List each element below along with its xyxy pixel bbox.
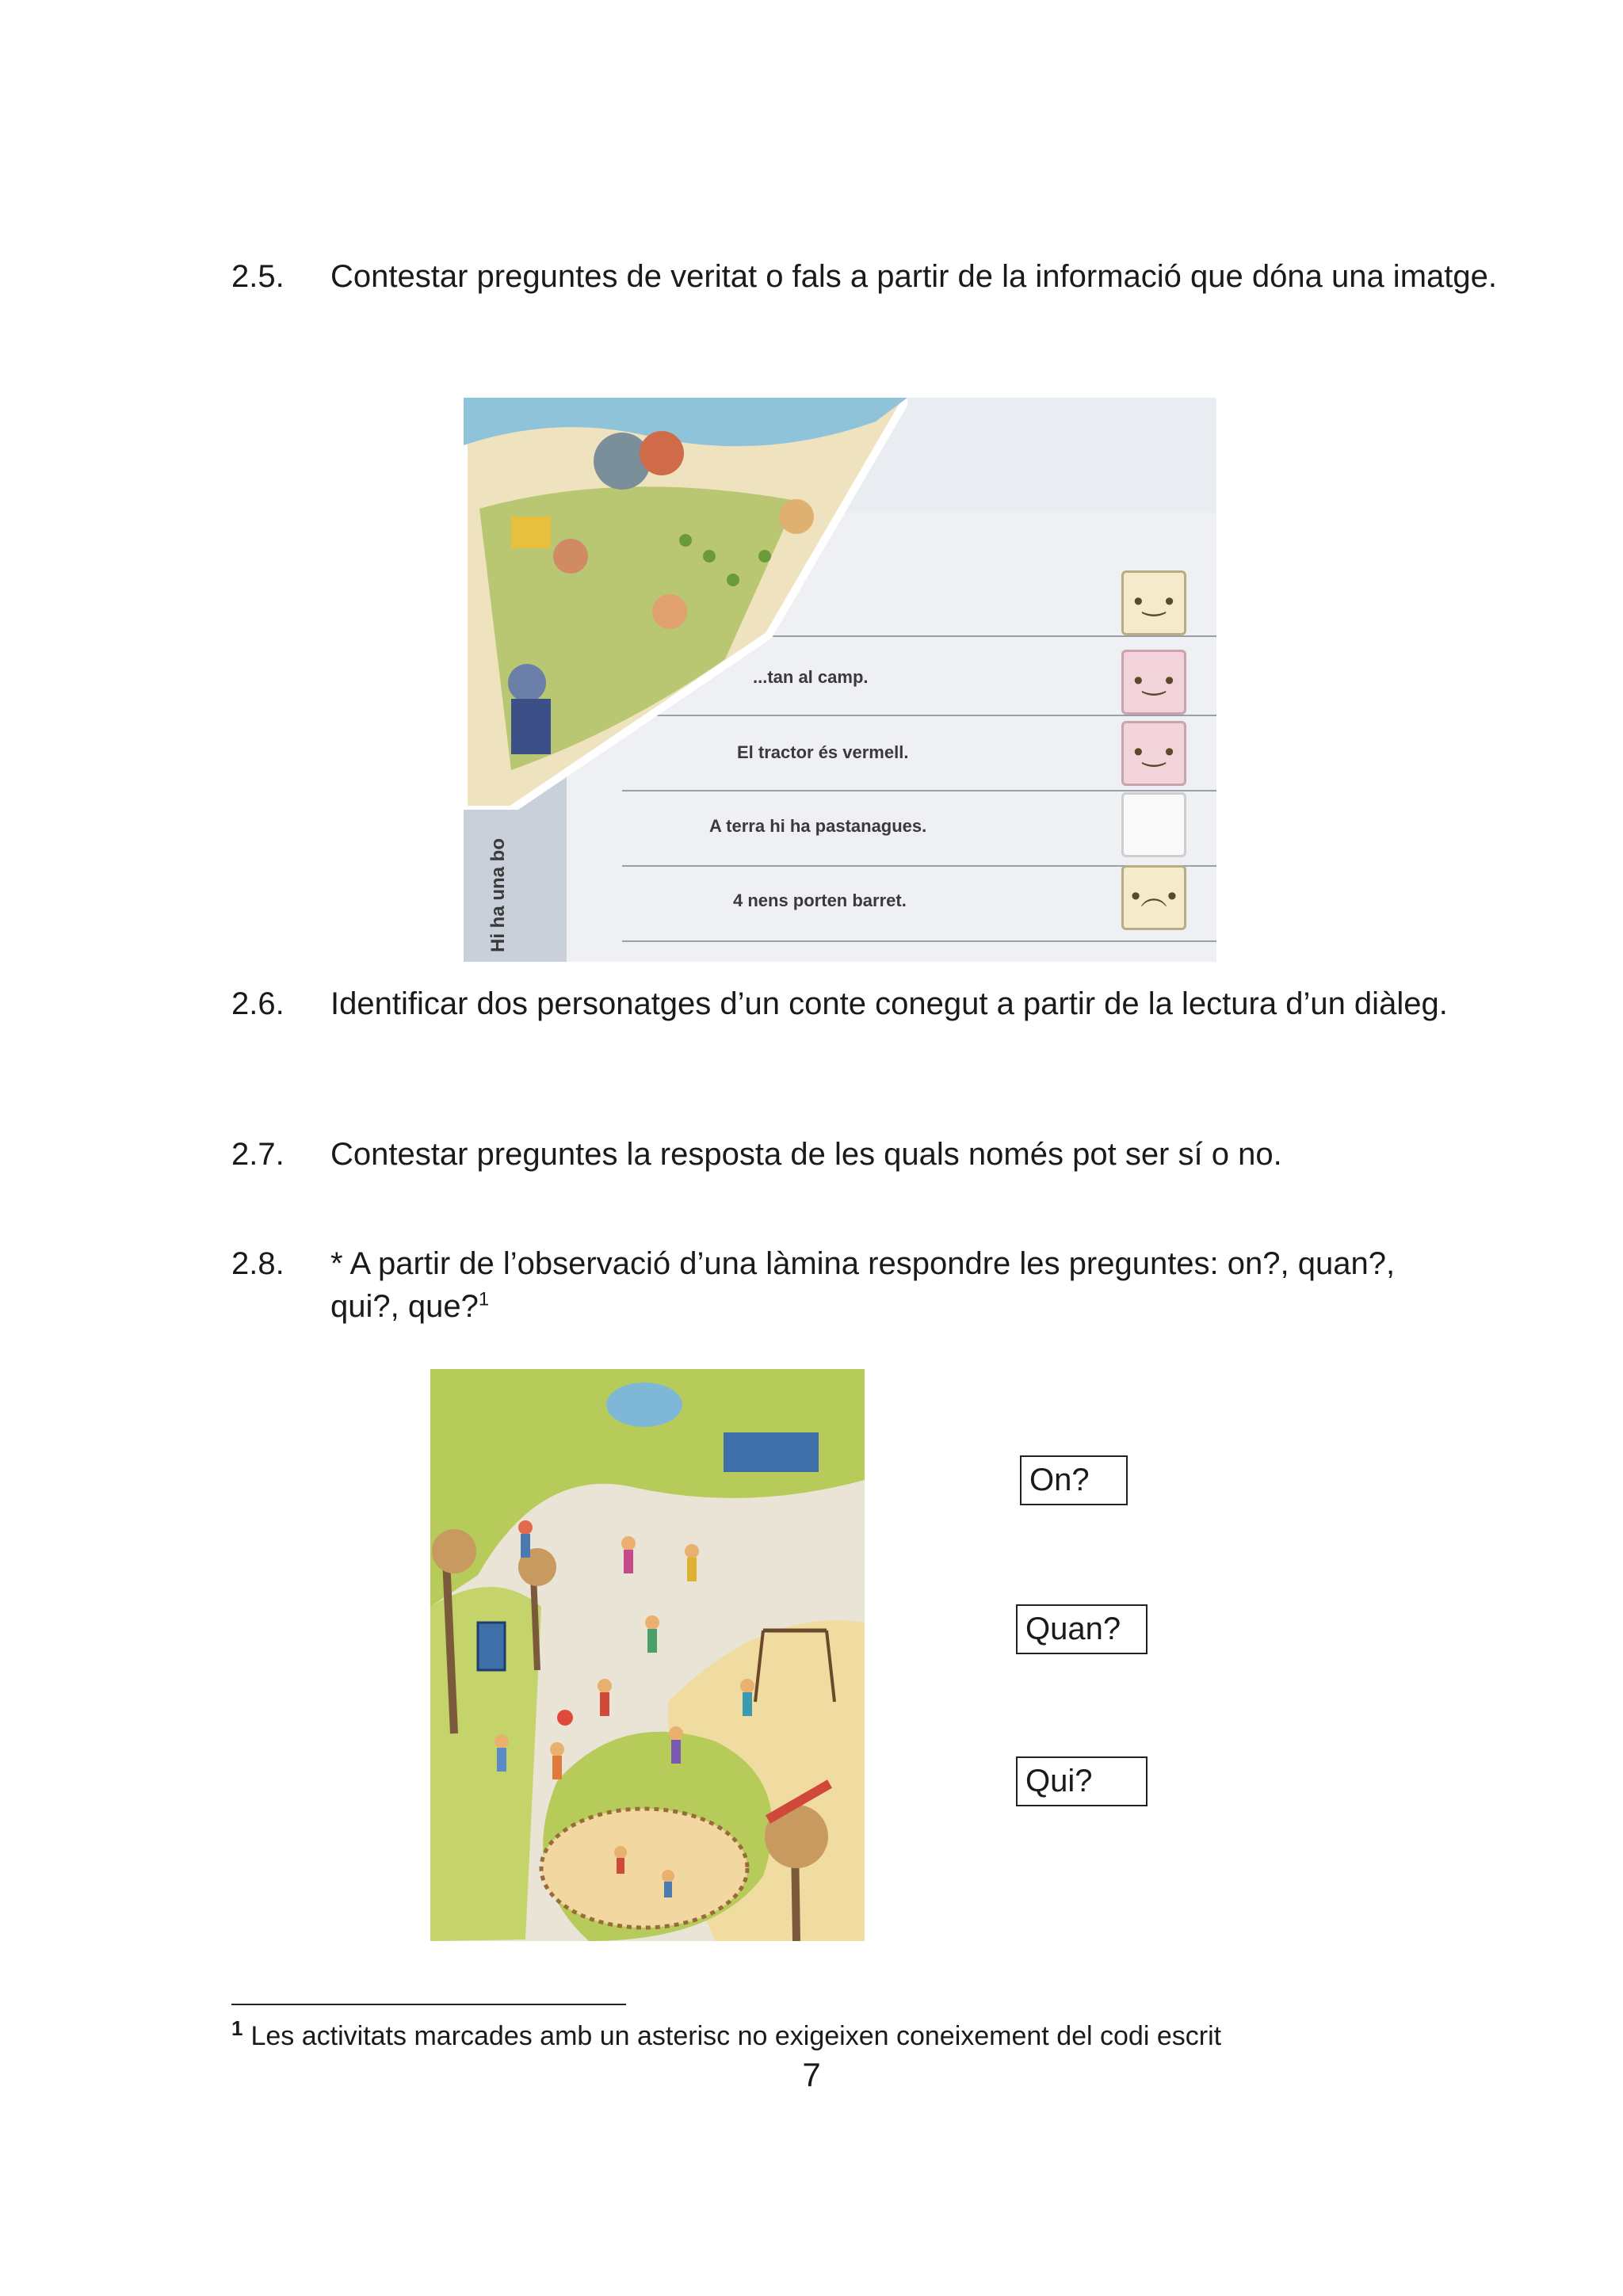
- sentence: ...tan al camp.: [753, 667, 869, 687]
- item-text: [330, 1242, 1464, 1328]
- item-number: 2.8.: [231, 1246, 285, 1281]
- row-divider: [622, 940, 1216, 942]
- item-2-6: [231, 982, 1623, 1070]
- item-2-7: [231, 1133, 1623, 1177]
- footnote-text: Les activitats marcades amb un asterisc no exigeixen coneixement del codi escrit: [250, 2021, 1222, 2051]
- smiley-face-icon: •‿•: [1121, 650, 1186, 715]
- true-false-worksheet-photo: [464, 398, 1216, 962]
- footnote: [231, 2016, 1222, 2054]
- sad-face-icon: •︵•: [1121, 865, 1186, 930]
- sentence: 4 nens porten barret.: [733, 891, 907, 910]
- park-illustration: [430, 1369, 865, 1941]
- park-scene: [430, 1369, 865, 1941]
- item-2-8: [231, 1242, 1623, 1329]
- item-text: Identificar dos personatges d’un conte conegut a partir de la lectura d’un diàleg.: [330, 986, 1448, 1021]
- item-text: Contestar preguntes de veritat o fals a partir de la informació que dóna una imatge.: [330, 259, 1497, 294]
- question-box-qui: Qui?: [1016, 1756, 1148, 1806]
- sentence: El tractor és vermell.: [737, 742, 909, 762]
- item-number: 2.6.: [231, 986, 285, 1021]
- question-box-quan: Quan?: [1016, 1604, 1148, 1654]
- farm-illustration-card: [464, 398, 907, 810]
- blank-card-icon: [1121, 792, 1186, 857]
- item-text-content: * A partir de l’observació d’una làmina respondre les preguntes: on?, quan?, qui?, que?: [330, 1246, 1396, 1324]
- vertical-card-text: Hi ha una bo: [487, 838, 509, 952]
- smiley-face-icon: •‿•: [1121, 721, 1186, 786]
- footnote-separator: [231, 2004, 626, 2005]
- smiley-face-icon: •‿•: [1121, 570, 1186, 635]
- item-number: 2.7.: [231, 1137, 285, 1172]
- sentence: A terra hi ha pastanagues.: [709, 816, 927, 836]
- item-text: Contestar preguntes la resposta de les quals només pot ser sí o no.: [330, 1137, 1282, 1172]
- question-box-on: On?: [1020, 1455, 1128, 1505]
- footnote-reference: 1: [478, 1288, 490, 1310]
- item-2-5: [231, 255, 1623, 342]
- footnote-marker: 1: [231, 2016, 243, 2040]
- item-number: 2.5.: [231, 259, 285, 294]
- page-number: 7: [802, 2056, 821, 2093]
